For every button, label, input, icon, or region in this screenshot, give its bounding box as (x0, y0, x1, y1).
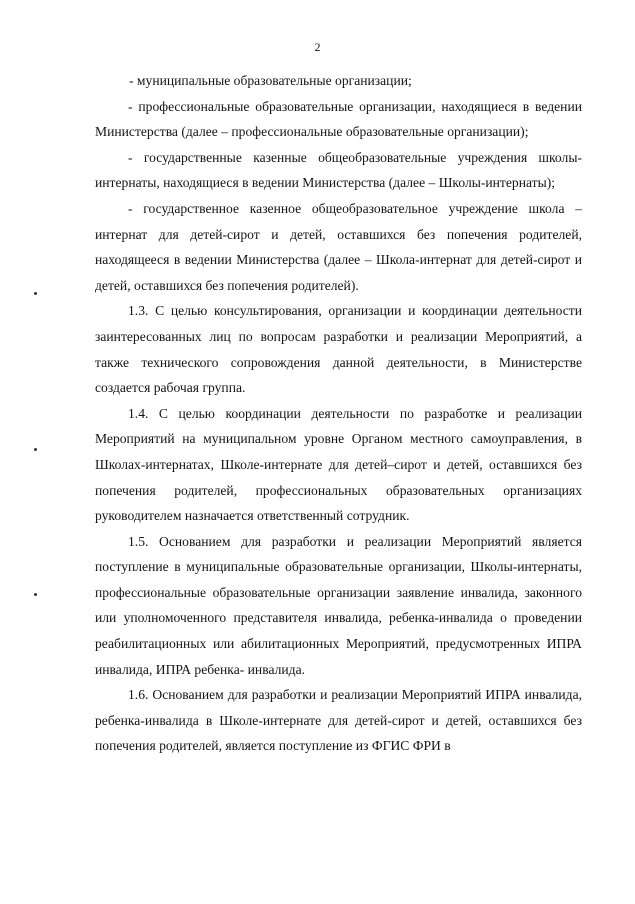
scan-speck (34, 292, 37, 295)
paragraph-1-3: 1.3. С целью консультирования, организации и координации деятельности заинтересованных лиц по вопросам разработки и реализации Мероприятий, а также технического сопровождения данной деятельности, в Министерстве создается рабочая группа. (95, 303, 582, 396)
paragraph-municipal-orgs: - муниципальные образовательные организации; (129, 73, 412, 88)
paragraph-professional-orgs: - профессиональные образовательные организации, находящиеся в ведении Министерства (далее – профессиональные образовательные организации); (95, 98, 582, 140)
page-number: 2 (314, 40, 321, 54)
scan-speck (34, 448, 37, 451)
paragraph-1-5: 1.5. Основанием для разработки и реализации Мероприятий является поступление в муниципальные образовательные организации, Школы-интернаты, профессиональные образовательные организации заявление инвалида, законного или уполномоченного представителя инвалида, ребенка-инвалида о проведении реабилитационных или абилитационных Мероприятий, предусмотренных ИПРА инвалида, ИПРА ребенка- инвалида. (95, 533, 582, 677)
document-body (95, 68, 582, 759)
paragraph-boarding-schools: - государственные казенные общеобразовательные учреждения школы-интернаты, находящиеся в ведении Министерства (далее – Школы-интернаты); (95, 149, 582, 191)
paragraph-1-4: 1.4. С целью координации деятельности по разработке и реализации Мероприятий на муниципальном уровне Органом местного самоуправления, в Школах-интернатах, Школе-интернате для детей–сирот и детей, оставшихся без попечения родителей, профессиональных образовательных организациях руководителем назначается ответственный сотрудник. (95, 405, 582, 524)
paragraph-orphan-boarding-school: - государственное казенное общеобразовательное учреждение школа – интернат для детей-сирот и детей, оставшихся без попечения родителей, находящееся в ведении Министерства (далее – Школа-интернат для детей-сирот и детей, оставшихся без попечения родителей). (95, 200, 582, 293)
scan-speck (34, 593, 37, 596)
paragraph-1-6: 1.6. Основанием для разработки и реализации Мероприятий ИПРА инвалида, ребенка-инвалида в Школе-интернате для детей-сирот и детей, оставшихся без попечения родителей, является поступление из ФГИС ФРИ в (95, 687, 582, 754)
